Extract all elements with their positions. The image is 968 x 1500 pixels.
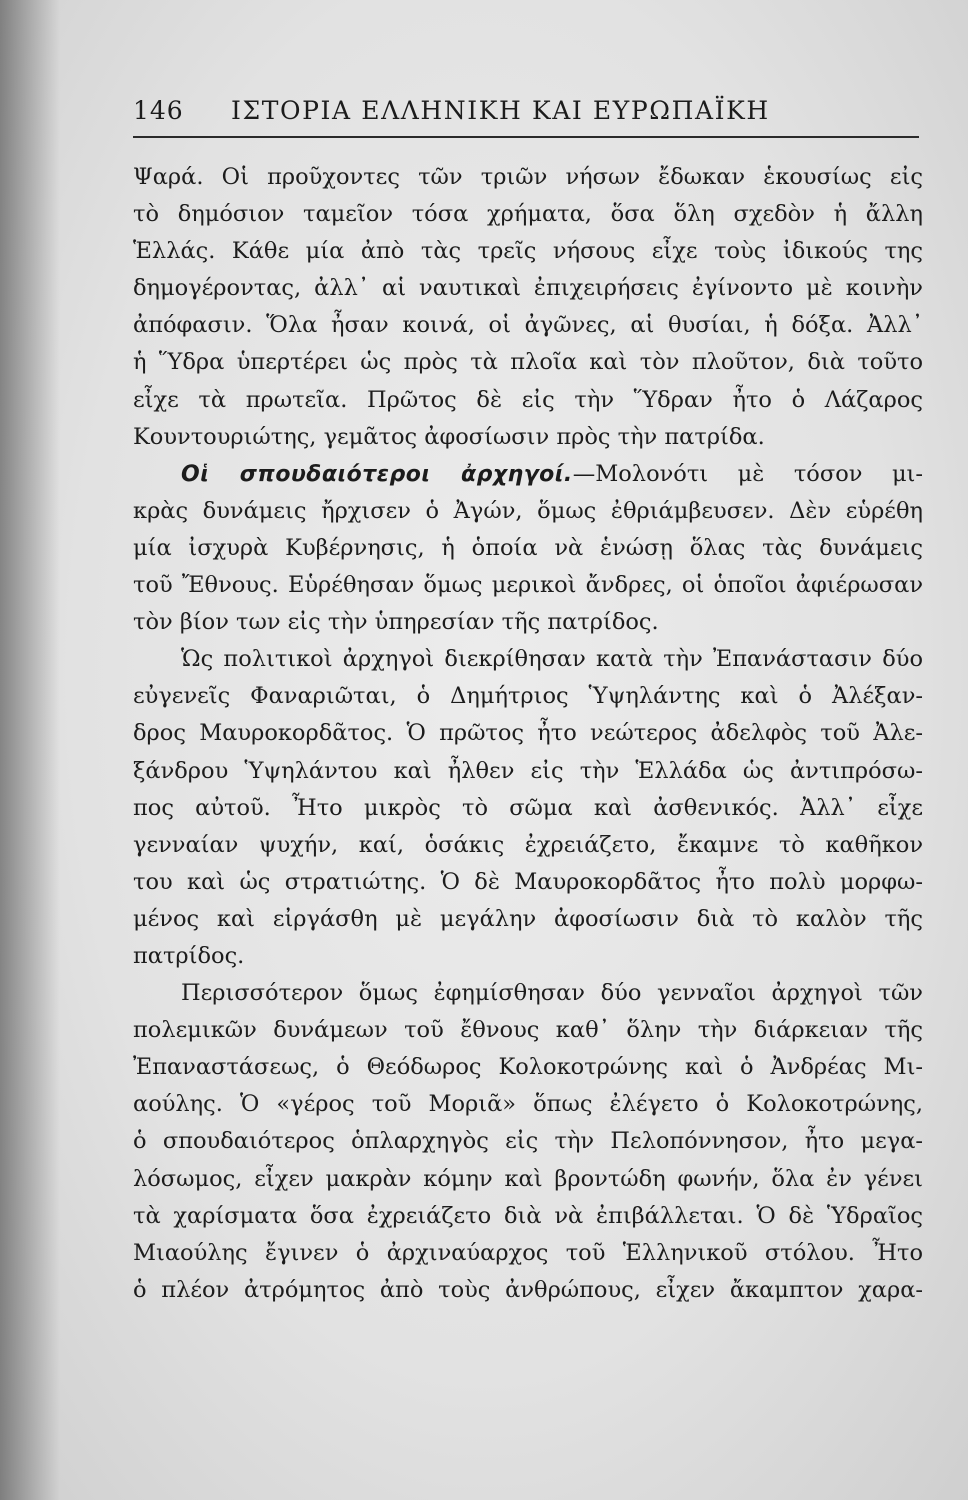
text-line: Ψαρά. Οἱ προῦχοντες τῶν τριῶν νήσων ἔδωκαν ἑκουσίως εἰς	[133, 164, 923, 190]
text-line: του καὶ ὡς στρατιώτης. Ὁ δὲ Μαυροκορδᾶτος ἦτο πολὺ μορφω-	[133, 868, 923, 895]
text-line: Περισσότερον ὅμως ἐφημίσθησαν δύο γενναῖοι ἀρχηγοὶ τῶν	[181, 980, 923, 1007]
text-line: Ἑλλάς. Κάθε μία ἀπὸ τὰς τρεῖς νήσους εἶχε τοὺς ἰδικούς της	[133, 238, 923, 265]
text-line: Κουντουριώτης, γεμᾶτος ἀφοσίωσιν πρὸς τὴν πατρίδα.	[133, 423, 765, 450]
text-line: ἀπόφασιν. Ὅλα ἦσαν κοινά, οἱ ἀγῶνες, αἱ θυσίαι, ἡ δόξα. Ἀλλ᾽	[133, 312, 923, 339]
text-line: ὁ σπουδαιότερος ὁπλαρχηγὸς εἰς τὴν Πελοπόννησον, ἦτο μεγα-	[133, 1128, 923, 1155]
text-line: δρος Μαυροκορδᾶτος. Ὁ πρῶτος ἦτο νεώτερος ἀδελφὸς τοῦ Ἀλε-	[133, 720, 923, 747]
text-line: αούλης. Ὁ «γέρος τοῦ Μοριᾶ» ὅπως ἐλέγετο ὁ Κολοκοτρώνης,	[133, 1091, 923, 1118]
text-line: ὁ πλέον ἀτρόμητος ἀπὸ τοὺς ἀνθρώπους, εἶχεν ἄκαμπτον χαρα-	[133, 1276, 923, 1303]
text-line: Μιαούλης ἔγινεν ὁ ἀρχιναύαρχος τοῦ Ἑλληνικοῦ στόλου. Ἦτο	[133, 1239, 923, 1266]
section-heading-line	[133, 456, 923, 493]
text-line: κρὰς δυνάμεις ἤρχισεν ὁ Ἀγών, ὅμως ἐθριάμβευσεν. Δὲν εὑρέθη	[133, 497, 923, 524]
text-line: τὸ δημόσιον ταμεῖον τόσα χρήματα, ὅσα ὅλη σχεδὸν ἡ ἄλλη	[133, 201, 923, 228]
text-line: μία ἰσχυρὰ Κυβέρνησις, ἡ ὁποία νὰ ἑνώσῃ ὅλας τὰς δυνάμεις	[133, 534, 923, 561]
text-line: τὸν βίον των εἰς τὴν ὑπηρεσίαν τῆς πατρίδος.	[133, 609, 659, 636]
text-line: Ἐπαναστάσεως, ὁ Θεόδωρος Κολοκοτρώνης καὶ ὁ Ἀνδρέας Μι-	[133, 1054, 923, 1081]
text-line: δημογέροντας, ἀλλ᾽ αἱ ναυτικαὶ ἐπιχειρήσεις ἐγίνοντο μὲ κοινὴν	[133, 275, 923, 302]
text-line: μένος καὶ εἰργάσθη μὲ μεγάλην ἀφοσίωσιν διὰ τὸ καλὸν τῆς	[133, 905, 923, 932]
text-line: πολεμικῶν δυνάμεων τοῦ ἔθνους καθ᾽ ὅλην τὴν διάρκειαν τῆς	[133, 1017, 923, 1044]
section-heading-rest: —Μολονότι μὲ τόσον μι-	[572, 460, 923, 487]
text-line: γενναίαν ψυχήν, καί, ὁσάκις ἐχρειάζετο, ἔκαμνε τὸ καθῆκον	[133, 831, 923, 858]
page-number: 146	[133, 96, 184, 125]
text-line: λόσωμος, εἶχεν μακρὰν κόμην καὶ βροντώδη φωνήν, ὅλα ἐν γένει	[133, 1165, 923, 1192]
text-line: τοῦ Ἔθνους. Εὑρέθησαν ὅμως μερικοὶ ἄνδρες, οἱ ὁποῖοι ἀφιέρωσαν	[133, 572, 923, 599]
text-line: πατρίδος.	[133, 942, 245, 969]
section-heading: Οἱ σπουδαιότεροι ἀρχηγοί.	[181, 461, 573, 487]
text-line: τὰ χαρίσματα ὅσα ἐχρειάζετο διὰ νὰ ἐπιβάλλεται. Ὁ δὲ Ὑδραῖος	[133, 1202, 923, 1229]
text-line: Ὡς πολιτικοὶ ἀρχηγοὶ διεκρίθησαν κατὰ τὴν Ἐπανάστασιν δύο	[181, 646, 923, 673]
body-text	[133, 159, 923, 1309]
running-title: ΙΣΤΟΡΙΑ ΕΛΛΗΝΙΚΗ ΚΑΙ ΕΥΡΩΠΑΪΚΗ	[231, 96, 770, 125]
text-line: ἡ Ὕδρα ὑπερτέρει ὡς πρὸς τὰ πλοῖα καὶ τὸν πλοῦτον, διὰ τοῦτο	[133, 349, 923, 376]
text-line: πος αὐτοῦ. Ἦτο μικρὸς τὸ σῶμα καὶ ἀσθενικός. Ἀλλ᾽ εἶχε	[133, 794, 923, 821]
text-line: ξάνδρου Ὑψηλάντου καὶ ἦλθεν εἰς τὴν Ἑλλάδα ὡς ἀντιπρόσω-	[133, 757, 923, 784]
text-line: εἶχε τὰ πρωτεῖα. Πρῶτος δὲ εἰς τὴν Ὕδραν ἦτο ὁ Λάζαρος	[133, 386, 923, 413]
running-header	[133, 92, 919, 138]
text-line: εὐγενεῖς Φαναριῶται, ὁ Δημήτριος Ὑψηλάντης καὶ ὁ Ἀλέξαν-	[133, 683, 923, 710]
